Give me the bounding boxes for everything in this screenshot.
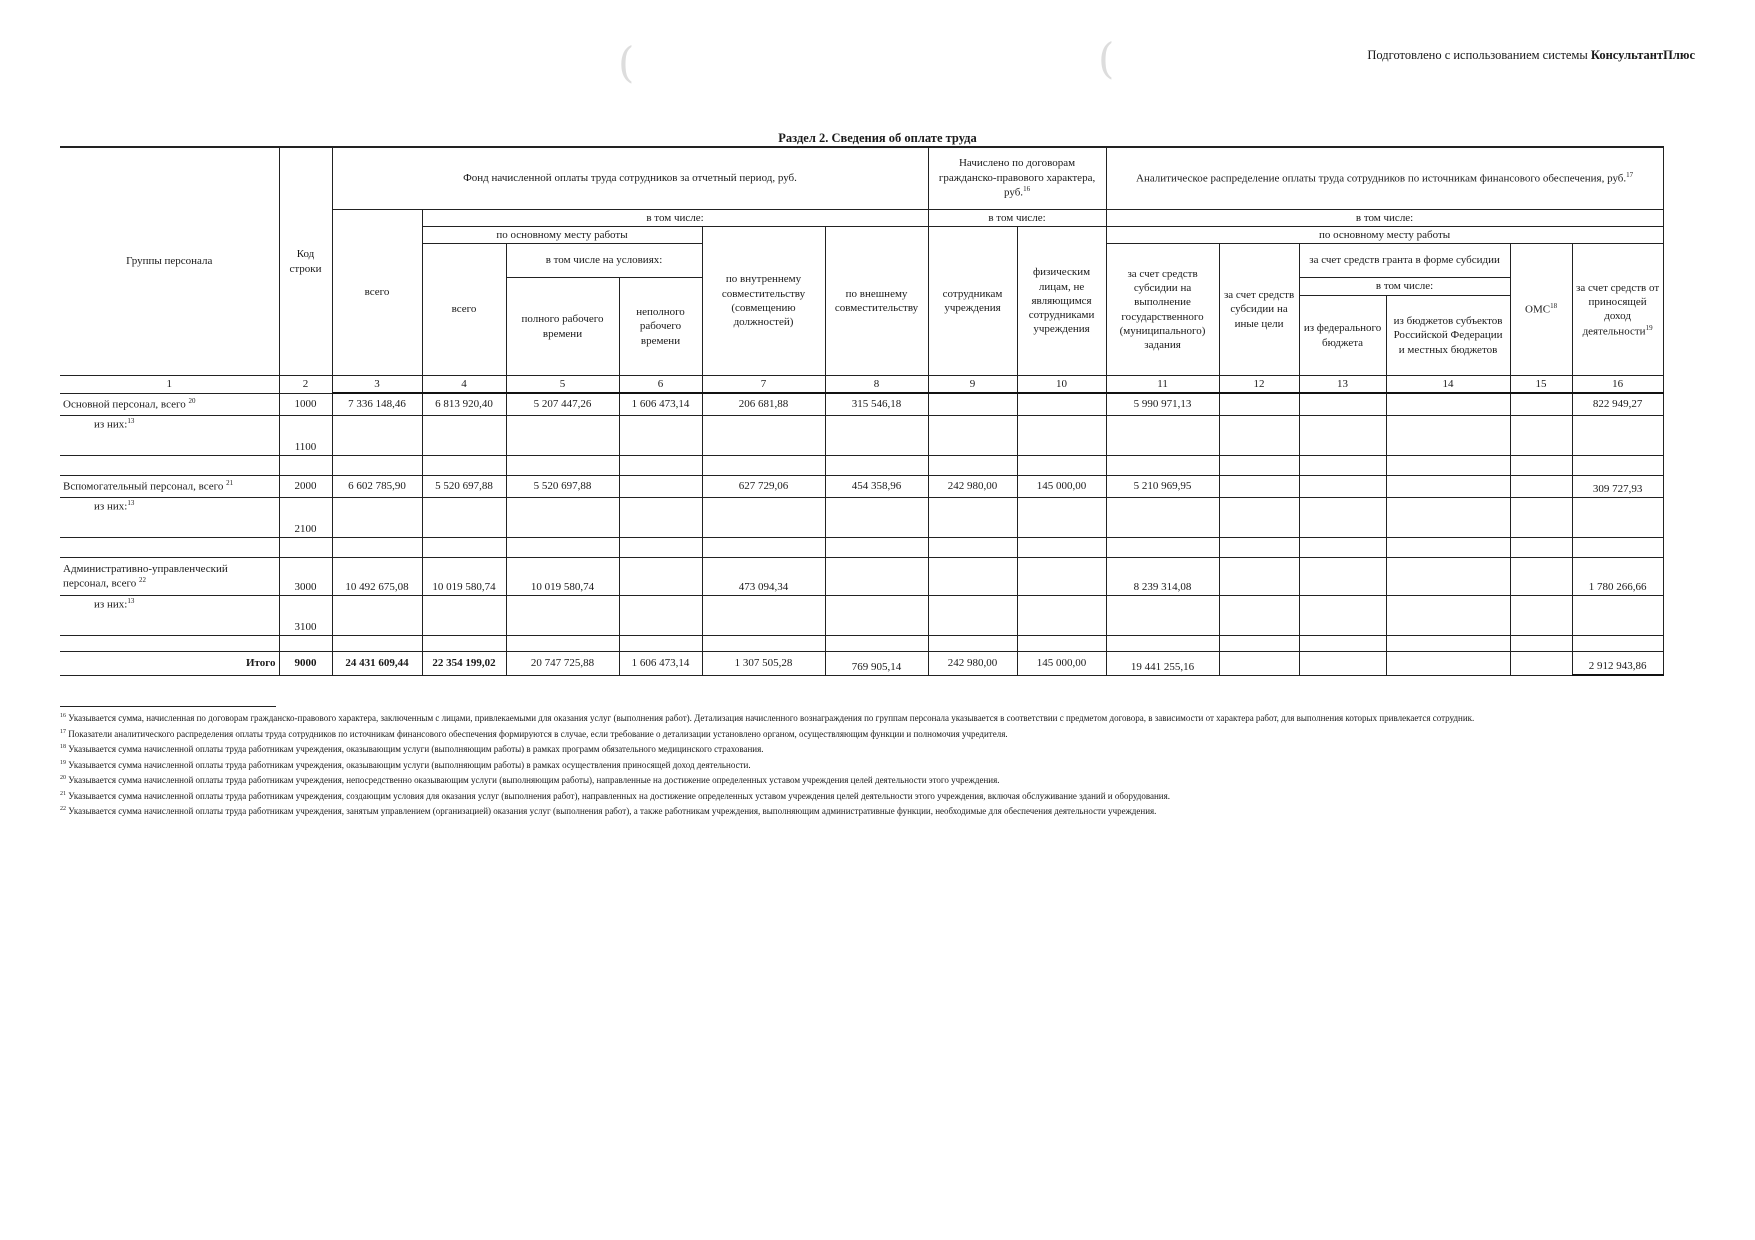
col-federal: из федерального бюджета bbox=[1299, 296, 1386, 376]
col-code: Код строки bbox=[279, 147, 332, 376]
col-subsidy-other: за счет средств субсидии на иные цели bbox=[1219, 244, 1299, 376]
cell: 1 606 473,14 bbox=[619, 393, 702, 415]
col-groups: Группы персонала bbox=[60, 147, 279, 376]
cell bbox=[1219, 393, 1299, 415]
row-code: 2100 bbox=[279, 497, 332, 537]
col-full-time: полного рабочего времени bbox=[506, 278, 619, 376]
cell: 242 980,00 bbox=[928, 475, 1017, 497]
footnote-text: Указывается сумма начисленной оплаты труда работникам учреждения, занятым управлением (организацией) оказания услуг (выполнения работ), а также работникам учреждения, выполняющим административные функции, необходимые для обеспечения деятельности учреждения. bbox=[68, 806, 1157, 817]
col-analytic bbox=[1106, 147, 1663, 209]
column-number: 14 bbox=[1386, 376, 1510, 394]
row-code: 1100 bbox=[279, 415, 332, 455]
column-number: 7 bbox=[702, 376, 825, 394]
column-number: 8 bbox=[825, 376, 928, 394]
row-label-text: из них: bbox=[94, 418, 128, 431]
table-row bbox=[60, 595, 1663, 635]
table-row-spacer bbox=[60, 635, 1663, 651]
cell: 5 207 447,26 bbox=[506, 393, 619, 415]
footnote-number: 19 bbox=[60, 759, 66, 766]
col-civil-including: в том числе: bbox=[928, 209, 1106, 226]
column-number: 16 bbox=[1572, 376, 1663, 394]
cell bbox=[1017, 557, 1106, 595]
col-income-sup: 19 bbox=[1645, 323, 1653, 332]
column-number: 10 bbox=[1017, 376, 1106, 394]
footnote bbox=[60, 759, 1660, 772]
col-analytic-text: Аналитическое распределение оплаты труда сотрудников по источникам финансового обеспечения, руб. bbox=[1136, 172, 1627, 185]
row-label bbox=[60, 557, 279, 595]
cell: 10 492 675,08 bbox=[332, 557, 422, 595]
column-number: 11 bbox=[1106, 376, 1219, 394]
column-number: 1 bbox=[60, 376, 279, 394]
footnote bbox=[60, 805, 1660, 818]
footnote-text: Указывается сумма начисленной оплаты труда работникам учреждения, оказывающим услуги (выполняющим работы) в рамках осуществления приносящей доход деятельности. bbox=[68, 759, 751, 770]
footnote-text: Показатели аналитического распределения оплаты труда сотрудников по источникам финансового обеспечения формируются в случае, если требование о детализации установлено органом, осуществляющим функции и полномочия учредителя. bbox=[68, 728, 1008, 739]
row-label-text: Основной персонал, всего bbox=[63, 398, 186, 411]
column-numbers-row bbox=[60, 376, 1663, 394]
col-analytic-including: в том числе: bbox=[1106, 209, 1663, 226]
footnote bbox=[60, 743, 1660, 756]
row-code: 3100 bbox=[279, 595, 332, 635]
cell bbox=[1299, 393, 1386, 415]
cell: 315 546,18 bbox=[825, 393, 928, 415]
col-part-time: неполного рабочего времени bbox=[619, 278, 702, 376]
footnote-divider bbox=[60, 706, 276, 707]
cell bbox=[1219, 651, 1299, 675]
cell bbox=[1386, 393, 1510, 415]
cell: 1 307 505,28 bbox=[702, 651, 825, 675]
footnote-number: 16 bbox=[60, 713, 66, 719]
cell: 5 210 969,95 bbox=[1106, 475, 1219, 497]
cell bbox=[1219, 475, 1299, 497]
row-label bbox=[60, 497, 279, 537]
footnote-number: 18 bbox=[60, 744, 66, 751]
col-fund-including: в том числе: bbox=[422, 209, 928, 226]
cell bbox=[1386, 651, 1510, 675]
col-grant-including: в том числе: bbox=[1299, 278, 1510, 296]
table-row bbox=[60, 475, 1663, 497]
col-fund-total: всего bbox=[332, 209, 422, 376]
row-label bbox=[60, 393, 279, 415]
footnote bbox=[60, 712, 1660, 725]
row-label bbox=[60, 475, 279, 497]
cell: 473 094,34 bbox=[702, 557, 825, 595]
cell: 454 358,96 bbox=[825, 475, 928, 497]
cell: 8 239 314,08 bbox=[1106, 557, 1219, 595]
cell: 2 912 943,86 bbox=[1572, 651, 1663, 675]
cell: 206 681,88 bbox=[702, 393, 825, 415]
cell: 10 019 580,74 bbox=[506, 557, 619, 595]
column-number: 9 bbox=[928, 376, 1017, 394]
row-label-sup: 22 bbox=[139, 576, 147, 585]
col-analytic-main-place: по основному месту работы bbox=[1106, 226, 1663, 243]
footnote-number: 20 bbox=[60, 775, 66, 782]
cell bbox=[1299, 651, 1386, 675]
row-code: 9000 bbox=[279, 651, 332, 675]
table-row-total bbox=[60, 651, 1663, 675]
table-row-spacer bbox=[60, 455, 1663, 475]
row-label bbox=[60, 595, 279, 635]
row-label-sup: 13 bbox=[127, 498, 135, 507]
cell: 20 747 725,88 bbox=[506, 651, 619, 675]
col-fund: Фонд начисленной оплаты труда сотрудников за отчетный период, руб. bbox=[332, 147, 928, 209]
section-title: Раздел 2. Сведения об оплате труда bbox=[778, 131, 977, 145]
column-number: 15 bbox=[1510, 376, 1572, 394]
cell bbox=[1017, 393, 1106, 415]
footnote-text: Указывается сумма начисленной оплаты труда работникам учреждения, создающим условия для оказания услуг (выполнения работ), направленных на достижение определенных уставом учреждения целей деятельности этого учреждения, включая обслуживание зданий и оборудования. bbox=[68, 790, 1170, 801]
cell bbox=[1386, 557, 1510, 595]
cell bbox=[1219, 557, 1299, 595]
column-number: 6 bbox=[619, 376, 702, 394]
row-label bbox=[60, 415, 279, 455]
column-number: 3 bbox=[332, 376, 422, 394]
cell: 627 729,06 bbox=[702, 475, 825, 497]
table-row bbox=[60, 415, 1663, 455]
pay-table bbox=[60, 146, 1664, 676]
table-row bbox=[60, 393, 1663, 415]
cell: 22 354 199,02 bbox=[422, 651, 506, 675]
col-civil bbox=[928, 147, 1106, 209]
cell: 19 441 255,16 bbox=[1106, 651, 1219, 675]
table-row bbox=[60, 557, 1663, 595]
column-number: 12 bbox=[1219, 376, 1299, 394]
col-civil-sup: 16 bbox=[1023, 185, 1031, 194]
cell: 242 980,00 bbox=[928, 651, 1017, 675]
cell bbox=[1299, 475, 1386, 497]
cell bbox=[1510, 557, 1572, 595]
col-main-total: всего bbox=[422, 244, 506, 376]
footnotes bbox=[60, 712, 1660, 821]
table-row-spacer bbox=[60, 537, 1663, 557]
cell: 10 019 580,74 bbox=[422, 557, 506, 595]
col-external: по внешнему совместительству bbox=[825, 226, 928, 375]
cell: 1 780 266,66 bbox=[1572, 557, 1663, 595]
col-individuals: физическим лицам, не являющимся сотрудниками учреждения bbox=[1017, 226, 1106, 375]
column-number: 2 bbox=[279, 376, 332, 394]
cell: 7 336 148,46 bbox=[332, 393, 422, 415]
footnote bbox=[60, 790, 1660, 803]
col-income-text: за счет средств от приносящей доход деятельности bbox=[1576, 281, 1660, 338]
row-label: Итого bbox=[60, 651, 279, 675]
row-label-text: Вспомогательный персонал, всего bbox=[63, 480, 224, 493]
cell: 6 813 920,40 bbox=[422, 393, 506, 415]
prepared-note bbox=[1367, 48, 1695, 63]
col-employees: сотрудникам учреждения bbox=[928, 226, 1017, 375]
cell bbox=[825, 557, 928, 595]
column-number: 13 bbox=[1299, 376, 1386, 394]
col-income bbox=[1572, 244, 1663, 376]
col-oms-text: ОМС bbox=[1525, 303, 1551, 316]
footnote-number: 22 bbox=[60, 806, 66, 813]
cell bbox=[619, 475, 702, 497]
cell: 822 949,27 bbox=[1572, 393, 1663, 415]
row-code: 2000 bbox=[279, 475, 332, 497]
row-label-text: из них: bbox=[94, 598, 128, 611]
cell: 769 905,14 bbox=[825, 651, 928, 675]
prepared-brand: КонсультантПлюс bbox=[1590, 48, 1695, 62]
footnote-number: 17 bbox=[60, 728, 66, 735]
footnote-text: Указывается сумма начисленной оплаты труда работникам учреждения, оказывающим услуги (выполняющим работы) в рамках программ обязательного медицинского страхования. bbox=[68, 744, 764, 755]
row-label-text: Административно-управленческий персонал, всего bbox=[63, 562, 228, 590]
footnote-text: Указывается сумма, начисленная по договорам гражданско-правового характера, заключенным с лицами, привлекаемыми для оказания услуг (выполнения работ). Детализация начисленного вознаграждения по группам персонала указывается в соответствии с предметом договора, в зависимости от характера работ, для выполнения которых привлекается сотрудник. bbox=[68, 713, 1475, 723]
cell: 145 000,00 bbox=[1017, 475, 1106, 497]
row-label-sup: 21 bbox=[226, 478, 234, 487]
row-code: 1000 bbox=[279, 393, 332, 415]
row-label-sup: 13 bbox=[127, 596, 135, 605]
scan-mark-left: ( bbox=[618, 38, 635, 87]
cell: 5 520 697,88 bbox=[422, 475, 506, 497]
cell bbox=[1510, 393, 1572, 415]
column-number: 5 bbox=[506, 376, 619, 394]
scan-mark-right: ( bbox=[1098, 34, 1115, 83]
footnote-number: 21 bbox=[60, 790, 66, 797]
cell: 5 990 971,13 bbox=[1106, 393, 1219, 415]
footnote bbox=[60, 728, 1660, 741]
cell bbox=[619, 557, 702, 595]
cell bbox=[928, 557, 1017, 595]
cell bbox=[1510, 475, 1572, 497]
cell: 309 727,93 bbox=[1572, 475, 1663, 497]
cell: 5 520 697,88 bbox=[506, 475, 619, 497]
footnote-text: Указывается сумма начисленной оплаты труда работникам учреждения, непосредственно оказывающим услуги (выполняющим работы), направленные на достижение определенных уставом учреждения целей деятельности этого учреждения. bbox=[68, 775, 1000, 786]
col-analytic-sup: 17 bbox=[1626, 170, 1634, 179]
cell bbox=[1299, 557, 1386, 595]
cell bbox=[1510, 651, 1572, 675]
footnote bbox=[60, 774, 1660, 787]
col-internal: по внутреннему совместительству (совмещению должностей) bbox=[702, 226, 825, 375]
cell: 1 606 473,14 bbox=[619, 651, 702, 675]
col-grant: за счет средств гранта в форме субсидии bbox=[1299, 244, 1510, 278]
row-label-sup: 20 bbox=[188, 396, 196, 405]
col-regional: из бюджетов субъектов Российской Федерации и местных бюджетов bbox=[1386, 296, 1510, 376]
cell: 6 602 785,90 bbox=[332, 475, 422, 497]
row-label-sup: 13 bbox=[127, 416, 135, 425]
cell bbox=[928, 393, 1017, 415]
row-code: 3000 bbox=[279, 557, 332, 595]
column-number: 4 bbox=[422, 376, 506, 394]
col-oms bbox=[1510, 244, 1572, 376]
table-row bbox=[60, 497, 1663, 537]
cell: 24 431 609,44 bbox=[332, 651, 422, 675]
col-civil-text: Начислено по договорам гражданско-правового характера, руб. bbox=[938, 157, 1096, 199]
col-main-place: по основному месту работы bbox=[422, 226, 702, 243]
row-label-text: из них: bbox=[94, 500, 128, 513]
cell bbox=[1386, 475, 1510, 497]
prepared-text: Подготовлено с использованием системы bbox=[1367, 48, 1588, 62]
col-conditions: в том числе на условиях: bbox=[506, 244, 702, 278]
cell: 145 000,00 bbox=[1017, 651, 1106, 675]
col-subsidy-task: за счет средств субсидии на выполнение государственного (муниципального) задания bbox=[1106, 244, 1219, 376]
col-oms-sup: 18 bbox=[1550, 302, 1558, 311]
